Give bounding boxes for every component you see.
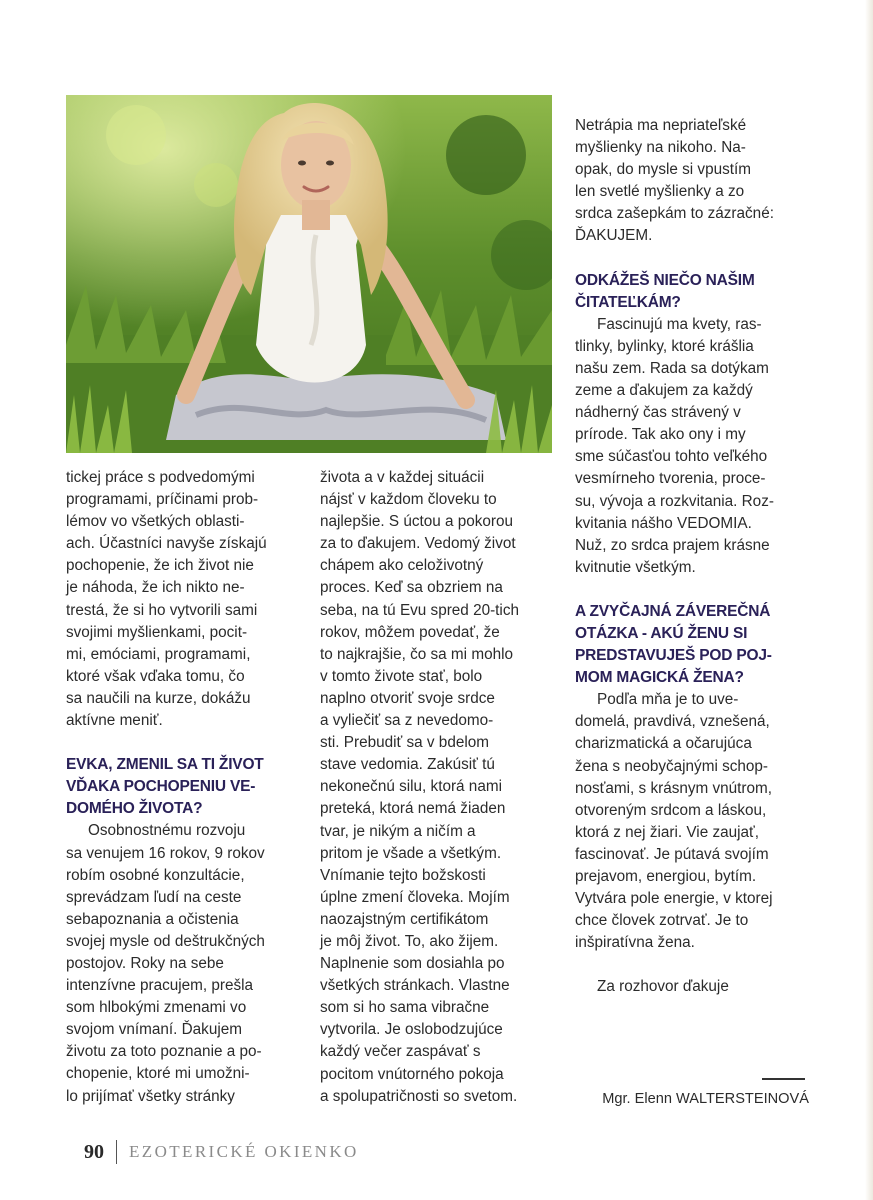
page-footer: [84, 1138, 359, 1166]
text-line: len svetlé myšlienky a zo: [575, 183, 745, 201]
text-line: pocitom vnútorného pokoja: [320, 1065, 504, 1083]
text-line: vytvorila. Je oslobodzujúce: [320, 1021, 503, 1039]
text-line: Fascinujú ma kvety, ras-: [597, 315, 762, 333]
text-line: sa naučili na kurze, dokážu: [66, 689, 251, 707]
text-line: opak, do mysle si vpustím: [575, 161, 751, 179]
paragraph-gap: [575, 579, 820, 601]
text-line: som hlbokými zmenami vo: [66, 999, 247, 1017]
text-line: intenzívne pracujem, prešla: [66, 977, 254, 995]
text-line: svojej mysle od deštrukčných: [66, 932, 265, 950]
text-line: pritom je všade a všetkým.: [320, 844, 502, 862]
text-line: chápem ako celoživotný: [320, 557, 484, 575]
question-heading: OTÁZKA - AKÚ ŽENU SI: [575, 624, 748, 642]
text-line: nekonečnú silu, ktorá nami: [320, 778, 502, 796]
text-line: su, vývoja a rozkvitania. Roz-: [575, 492, 774, 510]
text-line: inšpiratívna žena.: [575, 934, 695, 952]
text-line: tickej práce s podvedomými: [66, 469, 255, 486]
footer-divider: [116, 1140, 117, 1164]
article-column-2: [320, 467, 560, 1108]
text-line: Nuž, zo srdca prajem krásne: [575, 536, 770, 554]
question-heading: EVKA, ZMENIL SA TI ŽIVOT: [66, 756, 264, 774]
text-line: myšlienky na nikoho. Na-: [575, 139, 746, 157]
question-heading: ČITATEĽKÁM?: [575, 293, 681, 311]
text-line: lémov vo všetkých oblasti-: [66, 513, 245, 531]
text-line: postojov. Roky na sebe: [66, 954, 224, 972]
text-line: životu za toto poznanie a po-: [66, 1043, 262, 1061]
text-line: rokov, môžem povedať, že: [320, 623, 500, 641]
text-line: je môj život. To, ako žijem.: [320, 932, 499, 950]
text-line: to najkrajšie, čo sa mi mohlo: [320, 645, 513, 663]
text-line: otvoreným srdcom a láskou,: [575, 801, 767, 819]
text-line: robím osobné konzultácie,: [66, 866, 245, 884]
text-line: našu zem. Rada sa dotýkam: [575, 359, 769, 377]
text-line: ach. Účastníci navyše získajú: [66, 535, 267, 553]
text-line: mi, emóciami, programami,: [66, 645, 251, 663]
text-line: a spolupatričnosti so svetom.: [320, 1087, 518, 1105]
text-line: seba, na tú Evu spred 20-tich: [320, 601, 519, 619]
question-heading: ODKÁŽEŠ NIEČO NAŠIM: [575, 271, 755, 289]
text-line: zeme a ďakujem za každý: [575, 382, 753, 400]
text-line: tlinky, bylinky, ktoré krášlia: [575, 337, 754, 355]
text-line: všetkých stránkach. Vlastne: [320, 977, 510, 995]
text-line: aktívne meniť.: [66, 712, 163, 730]
text-line: ĎAKUJEM.: [575, 227, 653, 245]
paragraph-gap: [575, 248, 820, 270]
signature-rule: [762, 1078, 805, 1080]
text-line: sprevádzam ľudí na ceste: [66, 888, 242, 906]
text-line: Netrápia ma nepriateľské: [575, 117, 747, 134]
closing-line: Za rozhovor ďakuje: [597, 978, 729, 996]
text-line: Vnímanie tejto božskosti: [320, 866, 486, 884]
page-edge: [865, 0, 873, 1200]
text-line: je náhoda, že ich nikto ne-: [66, 579, 245, 597]
paragraph-gap: [66, 732, 306, 754]
text-line: fascinovať. Je pútavá svojím: [575, 845, 769, 863]
text-line: ktorá z nej žiari. Vie zaujať,: [575, 823, 760, 841]
text-line: pochopenie, že ich život nie: [66, 557, 254, 575]
text-line: najlepšie. S úctou a pokorou: [320, 513, 514, 531]
text-line: nádherný čas strávený v: [575, 404, 741, 422]
text-line: Osobnostnému rozvoju: [88, 822, 246, 840]
text-line: kvitania nášho VEDOMIA.: [575, 514, 752, 532]
text-line: preteká, ktorá nemá žiaden: [320, 800, 506, 818]
text-line: som si ho sama vibračne: [320, 999, 490, 1017]
text-line: úplne zmení človeka. Mojím: [320, 888, 510, 906]
text-line: prejavom, energiou, bytím.: [575, 868, 757, 885]
text-line: ktoré však vďaka tomu, čo: [66, 667, 245, 685]
text-line: chce človek zotrvať. Je to: [575, 912, 749, 930]
text-line: trestá, že si ho vytvorili sami: [66, 601, 258, 619]
text-line: programami, príčinami prob-: [66, 491, 259, 509]
text-line: žena s neobyčajnými schop-: [575, 757, 769, 775]
text-line: domelá, pravdivá, vznešená,: [575, 713, 770, 731]
text-line: chopenie, ktoré mi umožni-: [66, 1065, 250, 1083]
text-line: svojimi myšlienkami, pocit-: [66, 623, 248, 641]
text-line: srdca zašepkám to zázračné:: [575, 205, 774, 223]
question-heading: VĎAKA POCHOPENIU VE-: [66, 778, 256, 796]
text-line: naozajstným certifikátom: [320, 910, 489, 928]
article-column-1: [66, 467, 306, 1108]
question-heading: A ZVYČAJNÁ ZÁVEREČNÁ: [575, 602, 771, 620]
text-line: lo prijímať všetky stránky: [66, 1087, 235, 1105]
woman-meditating-in-meadow-photo: [66, 95, 552, 453]
text-line: v tomto živote stať, bolo: [320, 667, 483, 685]
text-line: sti. Prebudiť sa v bdelom: [320, 734, 489, 752]
text-line: nájsť v každom človeku to: [320, 491, 497, 509]
paragraph-gap: [575, 954, 820, 976]
question-heading: DOMÉHO ŽIVOTA?: [66, 800, 203, 818]
text-line: proces. Keď sa obzriem na: [320, 579, 503, 597]
text-line: Naplnenie som dosiahla po: [320, 955, 505, 973]
text-line: za to ďakujem. Vedomý život: [320, 535, 516, 553]
text-line: sebapoznania a očistenia: [66, 910, 239, 928]
text-line: sme súčasťou tohto veľkého: [575, 448, 768, 466]
author-signature: Mgr. Elenn WALTERSTEINOVÁ: [602, 1091, 809, 1107]
question-heading: MOM MAGICKÁ ŽENA?: [575, 669, 744, 687]
section-title: EZOTERICKÉ OKIENKO: [129, 1142, 359, 1161]
text-line: naplno otvoriť svoje srdce: [320, 689, 495, 707]
text-line: svojom vnímaní. Ďakujem: [66, 1021, 242, 1039]
article-column-3: [575, 115, 820, 998]
text-line: nosťami, s krásnym vnútrom,: [575, 779, 772, 797]
text-line: vesmírneho tvorenia, proce-: [575, 470, 766, 488]
text-line: sa venujem 16 rokov, 9 rokov: [66, 844, 265, 862]
page-number: 90: [84, 1140, 104, 1163]
text-line: života a v každej situácii: [320, 469, 485, 486]
text-line: charizmatická a očarujúca: [575, 735, 752, 753]
question-heading: PREDSTAVUJEŠ POD POJ-: [575, 647, 772, 665]
text-line: každý večer zaspávať s: [320, 1043, 481, 1061]
text-line: a vyliečiť sa z nevedomo-: [320, 712, 494, 730]
text-line: stave vedomia. Zakúsiť tú: [320, 756, 495, 774]
text-line: tvar, je nikým a ničím a: [320, 822, 476, 840]
text-line: kvitnutie všetkým.: [575, 558, 696, 576]
text-line: Vytvára pole energie, v ktorej: [575, 890, 773, 908]
text-line: prírode. Tak ako ony i my: [575, 426, 746, 444]
woman-meditating-photo: [66, 95, 552, 453]
text-line: Podľa mňa je to uve-: [597, 691, 739, 709]
